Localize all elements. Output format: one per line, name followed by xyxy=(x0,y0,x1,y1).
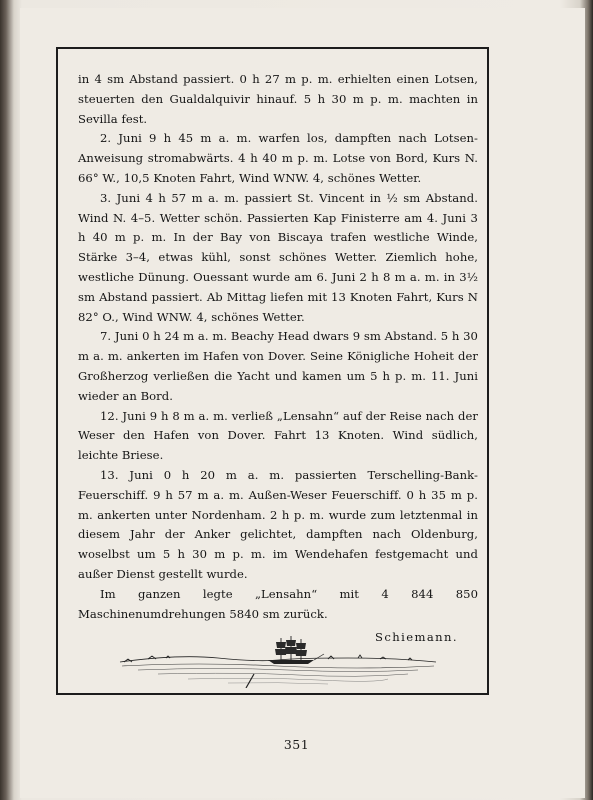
page-number: 351 xyxy=(283,737,310,752)
paragraph-1: in 4 sm Abstand passiert. 0 h 27 m p. m. erhielten einen Lotsen, steuerten den Gualdalquivir hinauf. 5 h 30 m p. m. machten in Sevilla fest. xyxy=(78,72,478,126)
body-text xyxy=(78,70,478,648)
paragraph-3: 3. Juni 4 h 57 m a. m. passiert St. Vincent in ½ sm Abstand. Wind N. 4–5. Wetter schön. Passierten Kap Finisterre am 4. Juni 3 h 40 m p. m. In der Bay von Biscaya trafen westliche Winde, Stärke 3–4, etwas kühl, sonst schönes Wetter. Ziemlich hohe, westliche Dünung. Ouessant wurde am 6. Juni 2 h 8 m a. m. in 3½ sm Abstand passiert. Ab Mittag liefen mit 13 Knoten Fahrt, Kurs N 82° O., Wind WNW. 4, schönes Wetter. xyxy=(78,190,478,324)
paragraph-7: Im ganzen legte „Lensahn“ mit 4 844 850 Maschinenumdrehungen 5840 sm zurück. xyxy=(78,586,478,621)
ship-vignette-illustration xyxy=(118,632,438,688)
paragraph-5: 12. Juni 9 h 8 m a. m. verließ „Lensahn“ auf der Reise nach der Weser den Hafen von Dover. Fahrt 13 Knoten. Wind südlich, leichte Briese. xyxy=(78,408,478,463)
signature: Schiemann. xyxy=(375,630,458,645)
paragraph-2: 2. Juni 9 h 45 m a. m. warfen los, dampften nach Lotsen-Anweisung stromabwärts. 4 h 40 m p. m. Lotse von Bord, Kurs N. 66° W., 10,5 Knoten Fahrt, Wind WNW. 4, schönes Wetter. xyxy=(78,131,478,185)
paragraph-4: 7. Juni 0 h 24 m a. m. Beachy Head dwars 9 sm Abstand. 5 h 30 m a. m. ankerten im Hafen von Dover. Seine Königliche Hoheit der Großherzog verließen die Yacht und kamen um 5 h p. m. 11. Juni wieder an Bord. xyxy=(78,329,478,403)
paragraph-6: 13. Juni 0 h 20 m a. m. passierten Terschelling-Bank-Feuerschiff. 9 h 57 m a. m. Außen-Weser Feuerschiff. 0 h 35 m p. m. ankerten unter Nordenham. 2 h p. m. wurde zum letztenmal in diesem Jahr der Anker gelichtet, dampften nach Oldenburg, woselbst um 5 h 30 m p. m. im Wendehafen festgemacht und außer Dienst gestellt wurde. xyxy=(78,467,478,581)
